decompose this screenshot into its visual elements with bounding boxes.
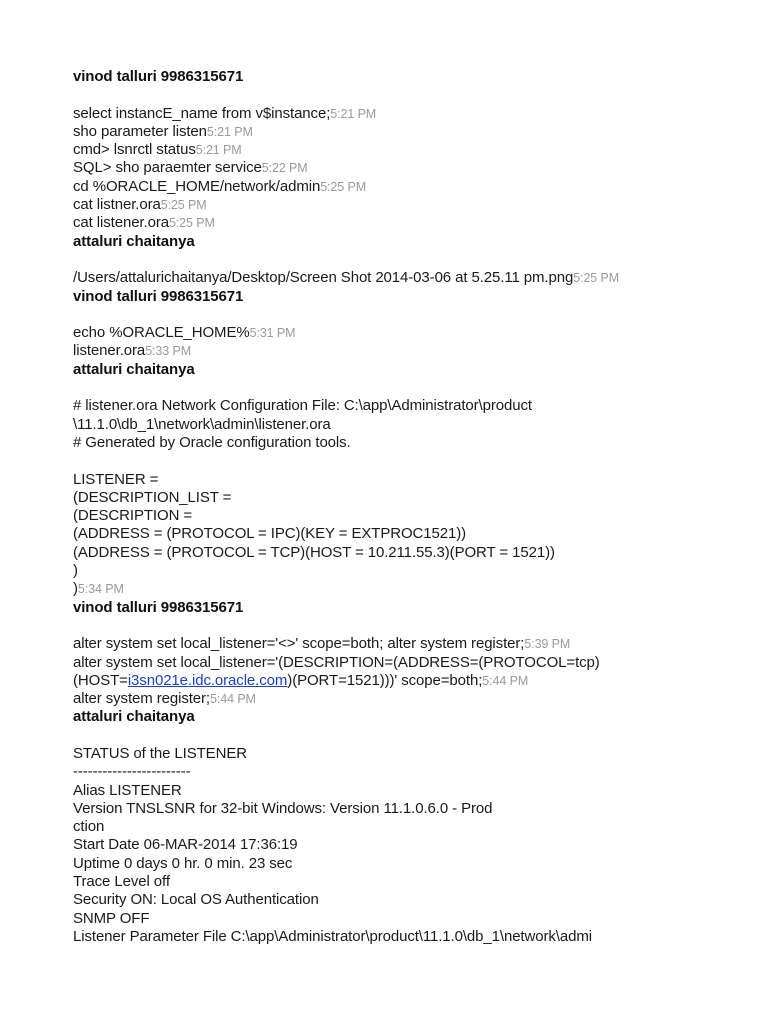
timestamp: 5:31 PM <box>249 326 296 341</box>
message-line <box>73 434 753 452</box>
spacer <box>73 251 753 269</box>
message-text: SQL> sho paraemter service <box>73 159 262 177</box>
message-line <box>73 324 753 342</box>
message-line <box>73 544 753 562</box>
timestamp: 5:21 PM <box>206 124 253 139</box>
message-text: cmd> lsnrctl status <box>73 141 196 159</box>
message-line <box>73 342 753 360</box>
message-line <box>73 635 753 653</box>
message-line <box>73 416 753 434</box>
message-line <box>73 269 753 287</box>
message-line <box>73 123 753 141</box>
timestamp: 5:22 PM <box>261 161 308 176</box>
message-text: Listener Parameter File C:\app\Administrator\product\11.1.0\db_1\network\admi <box>73 927 592 945</box>
message-text: /Users/attalurichaitanya/Desktop/Screen Shot 2014-03-06 at 5.25.11 pm.png <box>73 269 574 287</box>
sender-name: attaluri chaitanya <box>73 360 195 378</box>
message-line <box>73 452 753 470</box>
timestamp: 5:44 PM <box>210 692 256 707</box>
message-text: select instancE_name from v$instance; <box>73 104 331 122</box>
sender-name: vinod talluri 9986315671 <box>73 68 244 85</box>
message-line <box>73 672 753 690</box>
message-line <box>73 910 753 928</box>
message-line <box>73 855 753 873</box>
sender-name: attaluri chaitanya <box>73 708 195 726</box>
message-text: Version TNSLSNR for 32-bit Windows: Version 11.1.0.6.0 - Prod <box>73 799 493 817</box>
message-text: (DESCRIPTION = <box>73 507 193 525</box>
timestamp: 5:21 PM <box>195 143 242 158</box>
chat-transcript <box>73 68 753 946</box>
message-line <box>73 397 753 415</box>
message-line <box>73 214 753 232</box>
message-text: Alias LISTENER <box>73 781 182 799</box>
message-text: ) <box>73 580 78 598</box>
timestamp: 5:25 PM <box>168 216 215 231</box>
message-text: echo %ORACLE_HOME% <box>73 324 250 342</box>
message-text: # Generated by Oracle configuration tools. <box>73 433 351 451</box>
message-line <box>73 489 753 507</box>
message-text: (ADDRESS = (PROTOCOL = IPC)(KEY = EXTPROC1521)) <box>73 525 467 543</box>
timestamp: 5:34 PM <box>77 582 124 597</box>
message-text: LISTENER = <box>73 470 159 488</box>
message-text: (DESCRIPTION_LIST = <box>73 488 232 506</box>
message-line <box>73 891 753 909</box>
message-text: # listener.ora Network Configuration File: C:\app\Administrator\product <box>73 397 532 415</box>
message-line <box>73 800 753 818</box>
timestamp: 5:25 PM <box>160 198 207 213</box>
message-text: listener.ora <box>73 342 146 360</box>
message-line <box>73 928 753 946</box>
message-text: (ADDRESS = (PROTOCOL = TCP)(HOST = 10.211.55.3)(PORT = 1521)) <box>73 543 555 561</box>
message-text: cat listener.ora <box>73 214 169 232</box>
message-line <box>73 580 753 598</box>
message-line <box>73 105 753 123</box>
spacer <box>73 86 753 104</box>
message-line <box>73 654 753 672</box>
message-line <box>73 562 753 580</box>
host-link[interactable]: i3sn021e.idc.oracle.com <box>127 671 288 689</box>
message-line <box>73 690 753 708</box>
timestamp: 5:39 PM <box>524 637 571 652</box>
message-text: cd %ORACLE_HOME/network/admin <box>73 177 321 195</box>
message-line <box>73 763 753 781</box>
message-text: (HOST= <box>73 671 128 689</box>
spacer <box>73 617 753 635</box>
message-text: ) <box>73 562 78 580</box>
message-text: alter system register; <box>73 690 211 708</box>
message-text: Start Date 06-MAR-2014 17:36:19 <box>73 836 298 854</box>
message-line <box>73 159 753 177</box>
spacer <box>73 727 753 745</box>
timestamp: 5:25 PM <box>320 179 367 194</box>
message-line <box>73 196 753 214</box>
message-text: Trace Level off <box>73 873 170 891</box>
sender-name: vinod talluri 9986315671 <box>73 287 244 305</box>
message-text: sho parameter listen <box>73 122 207 140</box>
message-text: SNMP OFF <box>73 909 150 927</box>
message-text: cat listner.ora <box>73 196 161 214</box>
message-text: alter system set local_listener='<>' scope=both; alter system register; <box>73 635 525 653</box>
timestamp: 5:33 PM <box>145 344 192 359</box>
message-line <box>73 873 753 891</box>
sender-name: attaluri chaitanya <box>73 232 195 250</box>
message-line <box>73 525 753 543</box>
message-text: Uptime 0 days 0 hr. 0 min. 23 sec <box>73 854 293 872</box>
message-text: \11.1.0\db_1\network\admin\listener.ora <box>73 415 331 433</box>
message-line <box>73 141 753 159</box>
message-text: Security ON: Local OS Authentication <box>73 891 319 909</box>
message-line <box>73 507 753 525</box>
timestamp: 5:25 PM <box>573 271 620 286</box>
message-text: )(PORT=1521)))' scope=both; <box>287 671 483 689</box>
message-text: alter system set local_listener='(DESCRIPTION=(ADDRESS=(PROTOCOL=tcp) <box>73 653 600 671</box>
spacer <box>73 306 753 324</box>
message-text: ction <box>73 818 105 836</box>
spacer <box>73 379 753 397</box>
sender-name: vinod talluri 9986315671 <box>73 598 244 616</box>
message-line <box>73 818 753 836</box>
message-line <box>73 178 753 196</box>
message-line <box>73 836 753 854</box>
timestamp: 5:21 PM <box>330 106 377 121</box>
message-line <box>73 782 753 800</box>
message-line <box>73 745 753 763</box>
message-text: ------------------------ <box>73 763 191 781</box>
message-text: STATUS of the LISTENER <box>73 744 247 762</box>
timestamp: 5:44 PM <box>482 673 529 688</box>
message-line <box>73 471 753 489</box>
